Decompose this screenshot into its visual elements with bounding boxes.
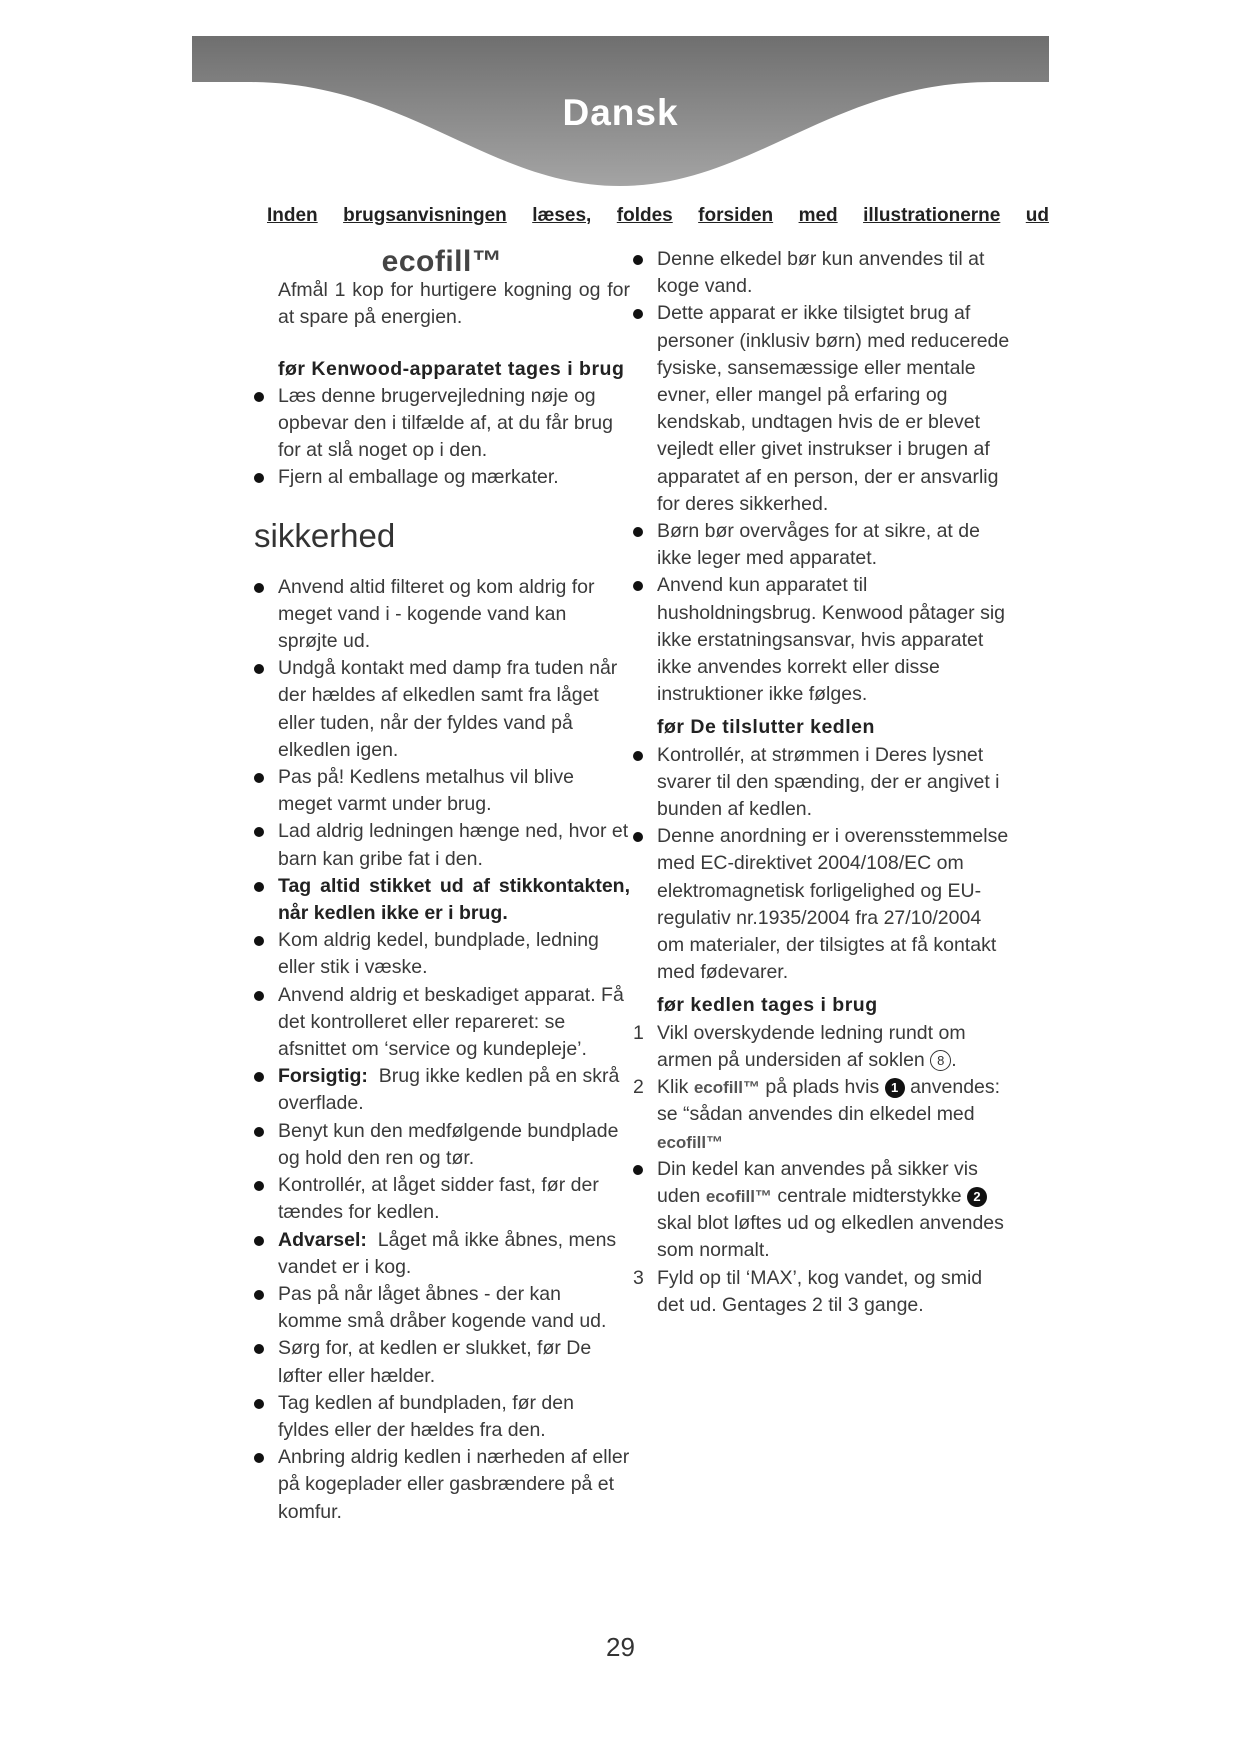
step-number: 2	[633, 1076, 644, 1099]
list-item: Denne anordning er i overensstemmelse med EC-direktivet 2004/108/EC om elektromagnetisk forligelighed og EU-regulativ nr.1935/2004 fra 27/10/2004 om materialer, der tilsigtes at få kontakt med fødevarer.	[633, 823, 1013, 986]
first-use-steps-cont	[633, 1265, 1013, 1319]
list-item: Benyt kun den medfølgende bundplade og hold den ren og tør.	[254, 1118, 630, 1172]
list-item: Dette apparat er ikke tilsigtet brug af personer (inklusiv børn) med reducerede fysiske, sansemæssige eller mentale evner, eller mangel på erfaring og kendskab, undtagen hvis de er blevet vejledt eller givet instrukser i brugen af apparatet af en person, der er ansvarlig for deres sikkerhed.	[633, 300, 1013, 518]
before-use-list	[254, 383, 630, 492]
list-item: Kontrollér, at strømmen i Deres lysnet svarer til den spænding, der er angivet i bunden af kedlen.	[633, 742, 1013, 824]
list-item: Kontrollér, at låget sidder fast, før der tændes for kedlen.	[254, 1172, 630, 1226]
connect-heading: før De tilslutter kedlen	[657, 716, 875, 739]
list-item: Anbring aldrig kedlen i nærheden af eller på kogeplader eller gasbrændere på et komfur.	[254, 1444, 630, 1526]
step-text: på plads hvis	[765, 1076, 880, 1099]
step-text: Klik	[657, 1076, 689, 1099]
figure-ref-8: 8	[930, 1050, 951, 1071]
right-column	[633, 246, 1013, 1319]
first-use-heading: før kedlen tages i brug	[657, 994, 878, 1017]
figure-ref-1: 1	[885, 1078, 905, 1098]
ecofill-intro: Afmål 1 kop for hurtigere kogning og for at spare på energien.	[278, 279, 630, 329]
note-text: centrale midterstykke	[777, 1184, 962, 1207]
list-item	[254, 1227, 630, 1281]
list-item: Kom aldrig kedel, bundplade, ledning eller stik i væske.	[254, 927, 630, 981]
step-number: 3	[633, 1266, 644, 1289]
first-use-steps	[633, 1020, 1013, 1156]
safety-title: sikkerhed	[254, 516, 396, 554]
step-number: 1	[633, 1021, 644, 1044]
list-item: Børn bør overvåges for at sikre, at de ikke leger med apparatet.	[633, 518, 1013, 572]
list-item: Undgå kontakt med damp fra tuden når der hældes af elkedlen samt fra låget eller tuden, når der fyldes vand på elkedlen igen.	[254, 655, 630, 764]
ecofill-inline-logo: ecofill™	[705, 1186, 772, 1206]
list-item: Pas på når låget åbnes - der kan komme små dråber kogende vand ud.	[254, 1281, 630, 1335]
before-use-heading: før Kenwood-apparatet tages i brug	[278, 357, 625, 380]
list-item: Anvend aldrig et beskadiget apparat. Få det kontrolleret eller repareret: se afsnittet om ‘service og kundepleje’.	[254, 982, 630, 1064]
page-number: 29	[606, 1632, 635, 1662]
step-item: 1 Vikl overskydende ledning rundt om armen på undersiden af soklen 8 .	[633, 1021, 966, 1071]
ecofill-inline-logo: ecofill™	[693, 1078, 760, 1098]
step-item	[633, 1265, 1013, 1319]
safety-list	[254, 574, 630, 1526]
list-item: Lad aldrig ledningen hænge ned, hvor et barn kan gribe fat i den.	[254, 818, 630, 872]
ecofill-inline-logo: ecofill™	[657, 1132, 724, 1152]
first-use-note	[633, 1156, 1013, 1265]
note-text: skal blot løftes ud og elkedlen anvendes som normalt.	[657, 1212, 1004, 1262]
list-item	[633, 1156, 1013, 1265]
list-item: Anvend altid filteret og kom aldrig for meget vand i - kogende vand kan sprøjte ud.	[254, 574, 630, 656]
caution-label: Forsigtig:	[278, 1065, 368, 1088]
step-text: Fyld op til ‘MAX’, kog vandet, og smid det ud. Gentages 2 til 3 gange.	[657, 1266, 983, 1316]
list-item: Tag kedlen af bundpladen, før den fyldes eller der hældes fra den.	[254, 1390, 630, 1444]
connect-list	[633, 742, 1013, 987]
list-item: Sørg for, at kedlen er slukket, før De løfter eller hælder.	[254, 1335, 630, 1389]
warning-label: Advarsel:	[278, 1228, 367, 1251]
ecofill-logo: ecofill™	[381, 245, 503, 278]
safety-list-continued	[633, 246, 1013, 708]
caution-text: Brug ikke kedlen på en skrå overflade.	[278, 1065, 620, 1115]
note-text: Din kedel kan anvendes på sikker vis uden	[657, 1157, 978, 1207]
step-item	[633, 1074, 1013, 1156]
list-item: Anvend kun apparatet til husholdningsbrug. Kenwood påtager sig ikke erstatningsansvar, hvis apparatet ikke anvendes korrekt eller disse instruktioner ikke følges.	[633, 572, 1013, 708]
language-title: Dansk	[562, 92, 679, 133]
list-item	[254, 1063, 630, 1117]
fold-out-note: Inden brugsanvisningen læses, foldes forsiden med illustrationerne ud	[267, 205, 1049, 226]
step-text: anvendes: se “sådan anvendes din elkedel med	[657, 1076, 1001, 1126]
step-text: Vikl overskydende ledning rundt om armen på undersiden af soklen	[657, 1021, 966, 1071]
list-item: Fjern al emballage og mærkater.	[254, 464, 630, 491]
figure-ref-2: 2	[967, 1187, 987, 1207]
warning-text: Låget må ikke åbnes, mens vandet er i kog.	[278, 1228, 617, 1278]
list-item: Læs denne brugervejledning nøje og opbevar den i tilfælde af, at du får brug for at slå noget op i den.	[254, 383, 630, 465]
left-column	[254, 240, 630, 1526]
list-item: Tag altid stikket ud af stikkontakten, når kedlen ikke er i brug.	[254, 873, 630, 927]
list-item: Denne elkedel bør kun anvendes til at koge vand.	[633, 246, 1013, 300]
list-item: Pas på! Kedlens metalhus vil blive meget varmt under brug.	[254, 764, 630, 818]
